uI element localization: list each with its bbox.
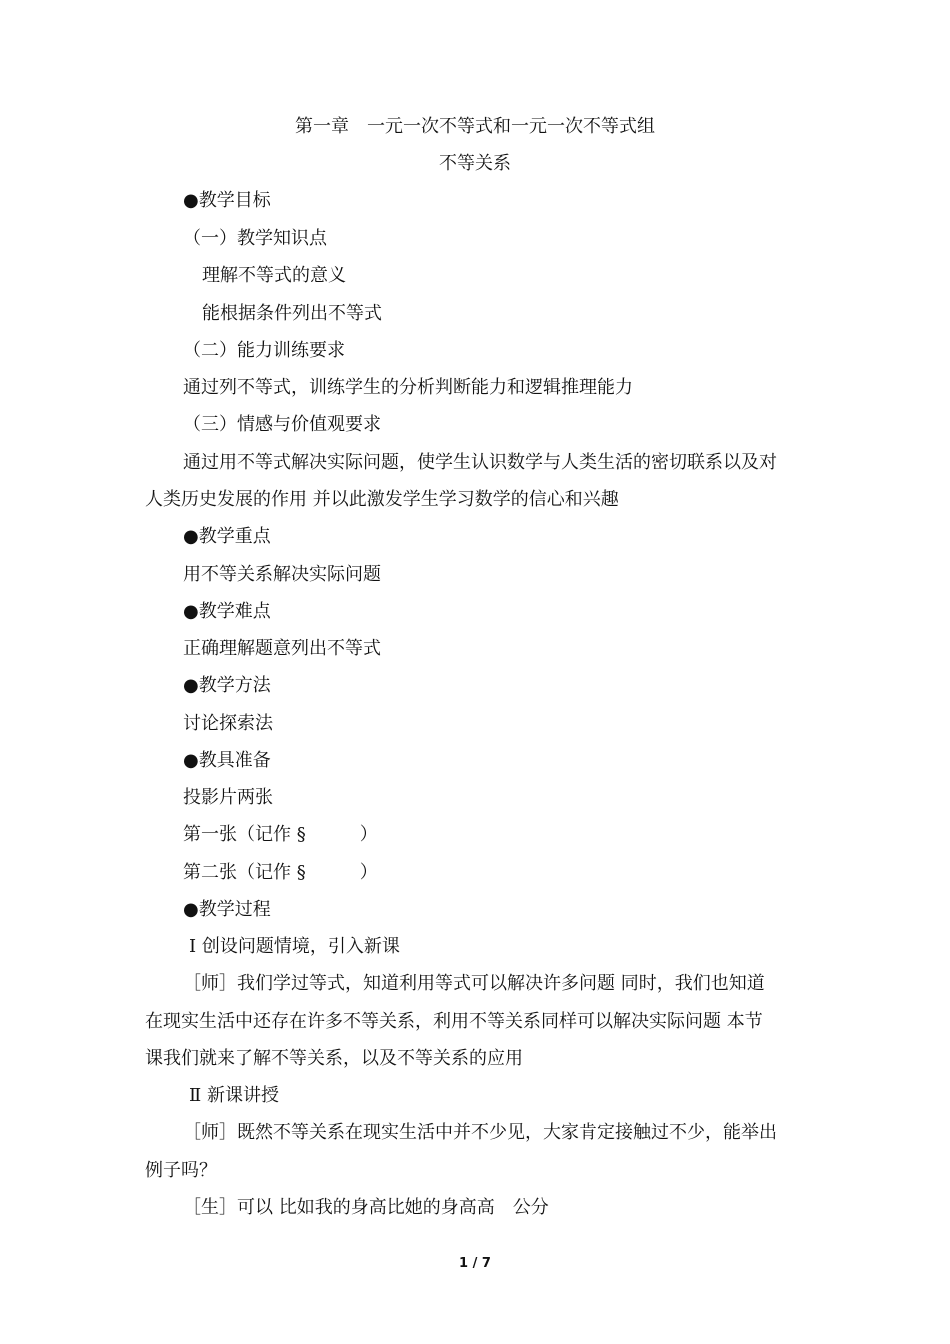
step-heading: Ⅱ 新课讲授 bbox=[189, 1085, 279, 1106]
subheading-knowledge: （一）教学知识点 bbox=[183, 228, 327, 249]
text-line: 人类历史发展的作用 并以此激发学生学习数学的信心和兴趣 bbox=[145, 489, 619, 510]
heading-methods: ●教学方法 bbox=[183, 675, 271, 696]
text-line: 第一张（记作 § ） bbox=[183, 824, 378, 845]
text-line: ［师］我们学过等式，知道利用等式可以解决许多问题 同时，我们也知道 bbox=[183, 973, 765, 994]
text-line: ［生］可以 比如我的身高比她的身高高 公分 bbox=[183, 1197, 549, 1218]
text-line: ［师］既然不等关系在现实生活中并不少见，大家肯定接触过不少，能举出 bbox=[183, 1122, 777, 1143]
subheading-ability: （二）能力训练要求 bbox=[183, 340, 345, 361]
text-line: 能根据条件列出不等式 bbox=[202, 303, 382, 324]
step-heading: Ⅰ 创设问题情境，引入新课 bbox=[189, 936, 400, 957]
chapter-title: 第一章 一元一次不等式和一元一次不等式组 bbox=[295, 116, 655, 137]
heading-difficulties: ●教学难点 bbox=[183, 601, 271, 622]
text-line: 通过列不等式，训练学生的分析判断能力和逻辑推理能力 bbox=[183, 377, 633, 398]
text-line: 在现实生活中还存在许多不等关系，利用不等关系同样可以解决实际问题 本节 bbox=[145, 1011, 763, 1032]
heading-key-points: ●教学重点 bbox=[183, 526, 271, 547]
text-line: 第二张（记作 § ） bbox=[183, 862, 378, 883]
text-line: 用不等关系解决实际问题 bbox=[183, 564, 381, 585]
text-line: 课我们就来了解不等关系，以及不等关系的应用 bbox=[145, 1048, 523, 1069]
heading-materials: ●教具准备 bbox=[183, 750, 271, 771]
text-line: 投影片两张 bbox=[183, 787, 273, 808]
section-title: 不等关系 bbox=[439, 153, 511, 174]
text-line: 讨论探索法 bbox=[183, 713, 273, 734]
text-line: 通过用不等式解决实际问题，使学生认识数学与人类生活的密切联系以及对 bbox=[183, 452, 777, 473]
text-line: 例子吗？ bbox=[145, 1160, 217, 1181]
text-line: 理解不等式的意义 bbox=[202, 265, 346, 286]
heading-process: ●教学过程 bbox=[183, 899, 271, 920]
page-number: 1 / 7 bbox=[459, 1256, 491, 1271]
text-line: 正确理解题意列出不等式 bbox=[183, 638, 381, 659]
heading-teaching-goals: ●教学目标 bbox=[183, 190, 271, 211]
subheading-values: （三）情感与价值观要求 bbox=[183, 414, 381, 435]
